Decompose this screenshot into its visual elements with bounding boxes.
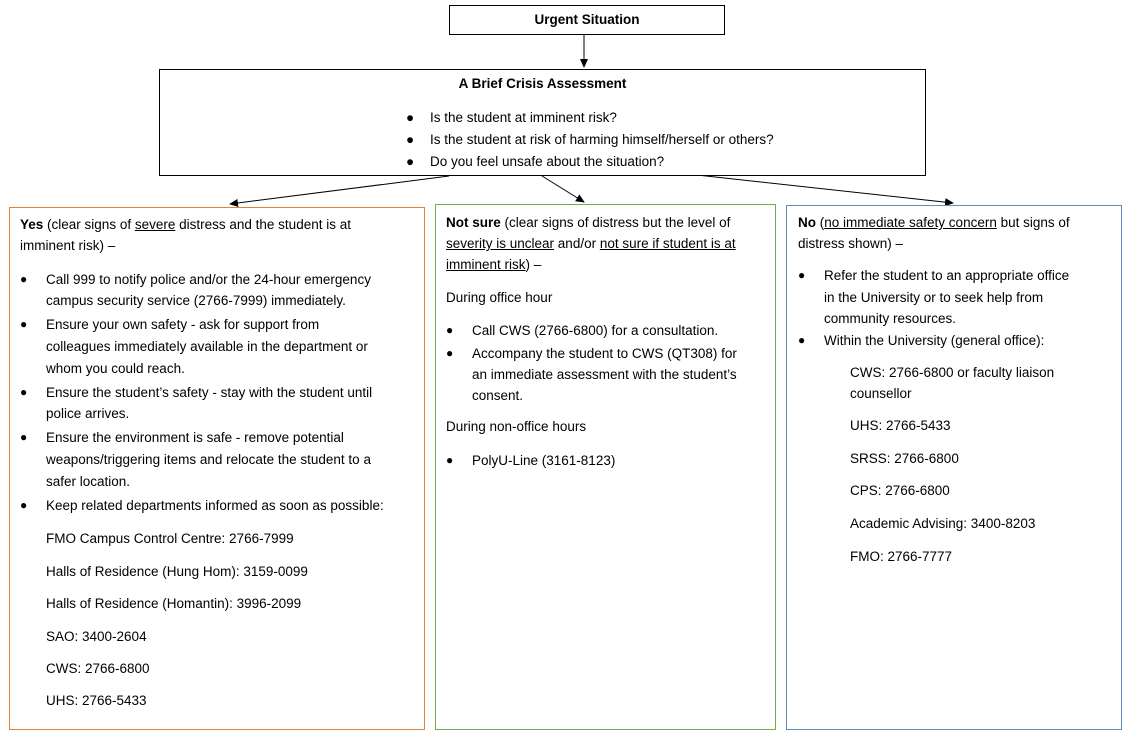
bullet-icon: ● — [798, 268, 806, 282]
bullet-icon: ● — [798, 333, 806, 347]
no-step-refer-cont: community resources. — [824, 311, 957, 326]
notsure-intro-line2: severity is unclear and/or not sure if student is at — [446, 236, 736, 251]
assessment-item: ● Is the student at risk of harming himself/herself or others? — [406, 132, 774, 147]
urgent-situation-box — [449, 5, 725, 35]
no-contact: UHS: 2766-5433 — [850, 418, 951, 433]
not-sure-column — [435, 204, 776, 730]
no-intro-line1: No (no immediate safety concern but signs of — [798, 215, 1070, 230]
bullet-icon: ● — [20, 385, 28, 399]
yes-contact: UHS: 2766-5433 — [46, 693, 147, 708]
arrow-to-no — [697, 175, 953, 203]
yes-step-environment-cont: safer location. — [46, 474, 131, 489]
bullet-icon: ● — [20, 272, 28, 286]
bullet-icon: ● — [20, 498, 28, 512]
notsure-heading: Not sure — [446, 215, 501, 230]
no-step-refer-cont: in the University or to seek help from — [824, 290, 1044, 305]
bullet-icon: ● — [446, 453, 454, 467]
yes-contact: SAO: 3400-2604 — [46, 629, 147, 644]
bullet-icon: ● — [446, 346, 454, 360]
yes-step-inform: Keep related departments informed as soon as possible: — [46, 498, 384, 513]
yes-step-student-safety-cont: police arrives. — [46, 406, 130, 421]
yes-step-environment: Ensure the environment is safe - remove potential — [46, 430, 344, 445]
bullet-icon: ● — [20, 430, 28, 444]
arrow-to-notsure — [542, 176, 584, 202]
notsure-step-accompany-cont: an immediate assessment with the student’s — [472, 367, 737, 382]
yes-step-own-safety: Ensure your own safety - ask for support from — [46, 317, 320, 332]
yes-contact: FMO Campus Control Centre: 2766-7999 — [46, 531, 294, 546]
no-contact: CPS: 2766-6800 — [850, 483, 950, 498]
non-office-hours-label: During non-office hours — [446, 419, 587, 434]
no-contact: Academic Advising: 3400-8203 — [850, 516, 1036, 531]
yes-contact: Halls of Residence (Hung Hom): 3159-0099 — [46, 564, 308, 579]
no-intro-line2: distress shown) – — [798, 236, 904, 251]
no-contact: SRSS: 2766-6800 — [850, 451, 959, 466]
office-hour-label: During office hour — [446, 290, 553, 305]
bullet-icon: ● — [20, 317, 28, 331]
yes-contact: Halls of Residence (Homantin): 3996-2099 — [46, 596, 302, 611]
yes-contact: CWS: 2766-6800 — [46, 661, 150, 676]
arrow-to-yes — [230, 176, 449, 204]
bullet-icon: ● — [406, 132, 415, 147]
yes-step-environment-cont: weapons/triggering items and relocate the student to a — [46, 452, 371, 467]
urgent-situation-title: Urgent Situation — [534, 12, 640, 27]
yes-step-call-999-cont: campus security service (2766-7999) immediately. — [46, 293, 346, 308]
crisis-assessment-box — [159, 69, 926, 176]
notsure-intro-line3: imminent risk) – — [446, 257, 542, 272]
no-column — [786, 205, 1122, 730]
yes-intro-line2: imminent risk) – — [20, 238, 116, 253]
no-step-refer: Refer the student to an appropriate office — [824, 268, 1070, 283]
assessment-title: A Brief Crisis Assessment — [458, 76, 627, 91]
no-step-within-university: Within the University (general office): — [824, 333, 1045, 348]
notsure-step-accompany: Accompany the student to CWS (QT308) for — [472, 346, 737, 361]
bullet-icon: ● — [406, 154, 415, 169]
notsure-step-accompany-cont: consent. — [472, 388, 524, 403]
yes-step-own-safety-cont: colleagues immediately available in the department or — [46, 339, 368, 354]
yes-step-call-999: Call 999 to notify police and/or the 24-hour emergency — [46, 272, 371, 287]
notsure-step-polyu-line: PolyU-Line (3161-8123) — [472, 453, 616, 468]
yes-column — [9, 207, 425, 730]
yes-step-own-safety-cont: whom you could reach. — [46, 361, 185, 376]
notsure-step-call-cws: Call CWS (2766-6800) for a consultation. — [472, 323, 719, 338]
yes-intro-line1: Yes (clear signs of severe distress and the student is at — [20, 217, 351, 232]
bullet-icon: ● — [446, 323, 454, 337]
bullet-icon: ● — [406, 110, 415, 125]
no-heading: No — [798, 215, 816, 230]
assessment-item: ● Is the student at imminent risk? — [406, 110, 617, 125]
assessment-item: ● Do you feel unsafe about the situation? — [406, 154, 665, 169]
notsure-intro-line1: Not sure (clear signs of distress but the level of — [446, 215, 731, 230]
no-contact: CWS: 2766-6800 or faculty liaison — [850, 365, 1055, 380]
yes-heading: Yes — [20, 217, 44, 232]
yes-step-student-safety: Ensure the student’s safety - stay with the student until — [46, 385, 373, 400]
no-contact: FMO: 2766-7777 — [850, 549, 953, 564]
no-contact-cont: counsellor — [850, 386, 912, 401]
